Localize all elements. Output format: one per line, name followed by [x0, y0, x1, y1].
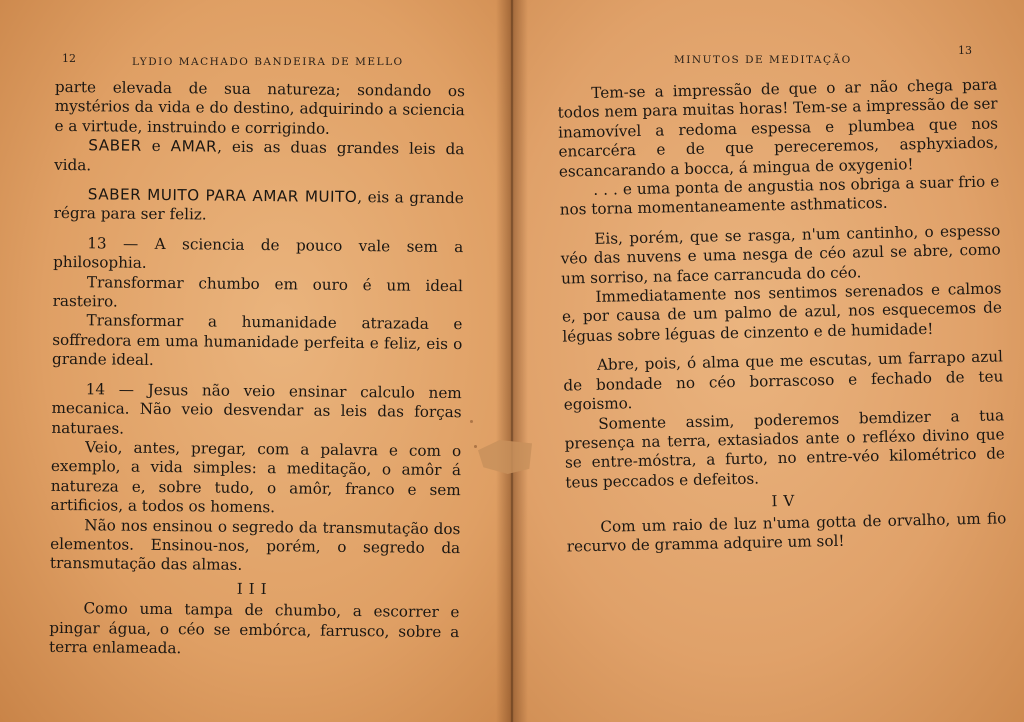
paragraph: Abre, pois, ó alma que me escutas, um farrapo azul de bondade no céo borrascoso e fechado de teu egoismo. [563, 347, 1004, 414]
connector-text: e [151, 137, 161, 156]
paragraph: Não nos ensinou o segredo da transmutação dos elementos. Ensinou-nos, porém, o segredo da transmutação das almas. [49, 515, 461, 575]
paragraph: Eis, porém, que se rasga, n'um cantinho, o espesso véo das nuvens e uma nesga de céo azul se abre, como um sorriso, na face carrancuda do céo. [560, 221, 1001, 288]
paragraph [54, 185, 464, 228]
running-head-title: MINUTOS DE MEDITAÇÃO [674, 54, 852, 66]
paper-speck [470, 420, 473, 423]
paragraph: . . . e uma ponta de angustia nos obriga a suar frio e nos torna momentaneamente asthmaticos. [559, 172, 1000, 220]
paragraph: Immediatamente nos sentimos serenados e calmos e, por causa de um palmo de azul, nos esquecemos de léguas sobre léguas de cinzento e de humidade! [561, 279, 1003, 346]
paragraph: Com um raio de luz n'uma gotta de orvalho, um fio recurvo de gramma adquire um sol! [566, 508, 1007, 556]
page-number: 12 [62, 52, 76, 65]
paragraph: 13 — A sciencia de pouco vale sem a philosophia. [53, 234, 464, 273]
paragraph: Somente assim, poderemos bemdizer a tua presença na terra, extasiados ante o refléxo divino que se entre-móstra, a furto, no entre-véo kilométrico de teus peccados e defeitos. [564, 405, 1006, 492]
paragraph: Veio, antes, pregar, com a palavra e com o exemplo, a vida simples: a meditação, o amôr á natureza e, sobre tudo, o amôr, franco e sem artificios, a todos os homens. [50, 438, 462, 517]
book-gutter [496, 0, 528, 722]
emphasis-text: SABER [88, 136, 142, 155]
paragraph: 14 — Jesus não veio ensinar calculo nem mecanica. Não veio desvendar as leis das forças naturaes. [51, 379, 462, 438]
paragraph: Transformar a humanidade atrazada e soffredora em uma humanidade perfeita e feliz, eis o grande ideal. [52, 311, 463, 370]
paragraph: Como uma tampa de chumbo, a escorrer e pingar água, o céo se embórca, farrusco, sobre a terra enlameada. [48, 599, 460, 658]
paragraph: Transformar chumbo em ouro é um ideal rasteiro. [52, 272, 463, 311]
paragraph: Tem-se a impressão de que o ar não chega para todos nem para muitas horas! Tem-se a impressão de ser inamovível a redoma espessa e plumbea que nos encarcéra e de que pereceremos, asphyxiados, escancarando a bocca, á mingua de oxygenio! [557, 75, 999, 181]
running-head-author: LYDIO MACHADO BANDEIRA DE MELLO [132, 56, 404, 68]
paragraph: parte elevada de sua natureza; sondando os mystérios da vida e do destino, adquirindo a sciencia e a virtude, instruindo e corrigindo. [54, 77, 466, 138]
emphasis-text: SABER MUITO PARA AMAR MUITO [87, 185, 358, 207]
section-heading: IV [771, 491, 801, 511]
paragraph [54, 136, 464, 179]
right-page [512, 0, 1024, 722]
paper-speck [474, 445, 477, 448]
right-text-block [557, 75, 1007, 556]
left-text-block [49, 78, 465, 662]
paragraph-tail: , eis a grande régra para ser feliz. [53, 188, 464, 224]
emphasis-text: AMAR [170, 137, 218, 156]
paragraph-tail: , eis as duas grandes leis da vida. [54, 137, 465, 174]
page-number: 13 [958, 44, 972, 57]
section-heading: III [236, 579, 273, 598]
